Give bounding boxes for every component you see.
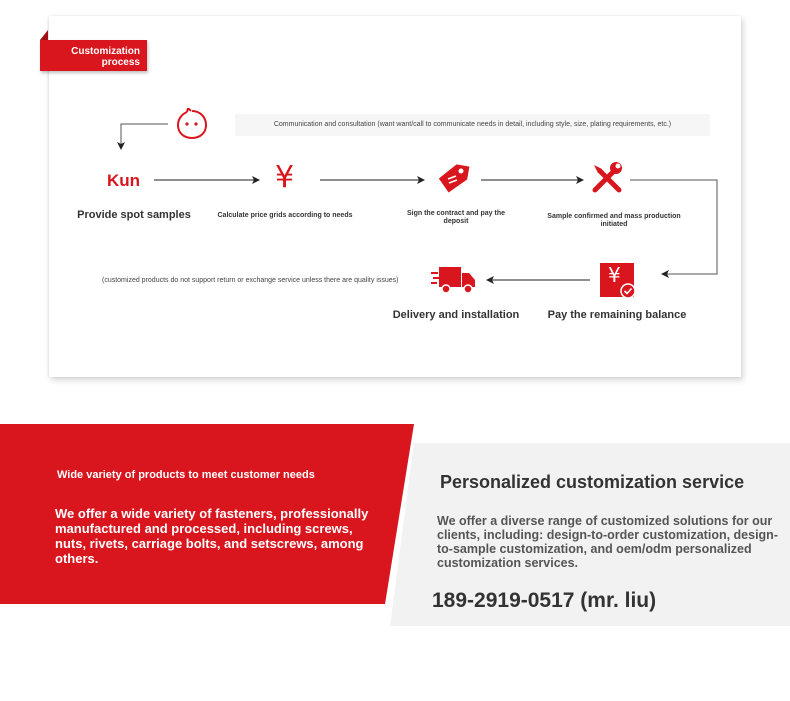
return-policy-note: (customized products do not support return or exchange service unless there are quality issues) bbox=[102, 277, 399, 284]
step-spot-samples-label: Provide spot samples bbox=[77, 209, 191, 221]
products-description: We offer a wide variety of fasteners, professionally manufactured and processed, including screws, nuts, rivets, carriage bolts, and setscrews, among others. bbox=[55, 506, 369, 566]
balance-yen-glyph: ¥ bbox=[608, 263, 621, 287]
contact-phone: 189-2919-0517 (mr. liu) bbox=[432, 589, 657, 612]
chat-face-icon bbox=[176, 108, 208, 140]
price-tag-icon bbox=[436, 162, 470, 196]
customization-title: Personalized customization service bbox=[440, 472, 745, 492]
tools-icon bbox=[590, 161, 624, 195]
customization-description: We offer a diverse range of customized solutions for our clients, including: design-to-order customization, design-to-sample customization, and oem/odm personalized customization services. bbox=[437, 514, 778, 570]
consultation-text: Communication and consultation (want want/call to communicate needs in detail, including style, size, plating requirements, etc.) bbox=[235, 114, 710, 136]
ribbon-line2: process bbox=[101, 57, 140, 68]
step-balance-label: Pay the remaining balance bbox=[547, 309, 687, 321]
ribbon-line1: Customization bbox=[71, 46, 140, 57]
yen-icon: ¥ bbox=[275, 160, 295, 195]
step-production-label: Sample confirmed and mass production initiated bbox=[547, 213, 681, 228]
step-price-grids-label: Calculate price grids according to needs bbox=[217, 212, 353, 219]
arrow-consult-to-samples bbox=[121, 124, 168, 149]
products-subtitle: Wide variety of products to meet customer needs bbox=[57, 469, 315, 481]
step-delivery-label: Delivery and installation bbox=[392, 309, 520, 321]
kun-brand: Kun bbox=[107, 171, 141, 190]
step-contract-label: Sign the contract and pay the deposit bbox=[406, 210, 505, 225]
delivery-truck-icon bbox=[431, 264, 477, 296]
